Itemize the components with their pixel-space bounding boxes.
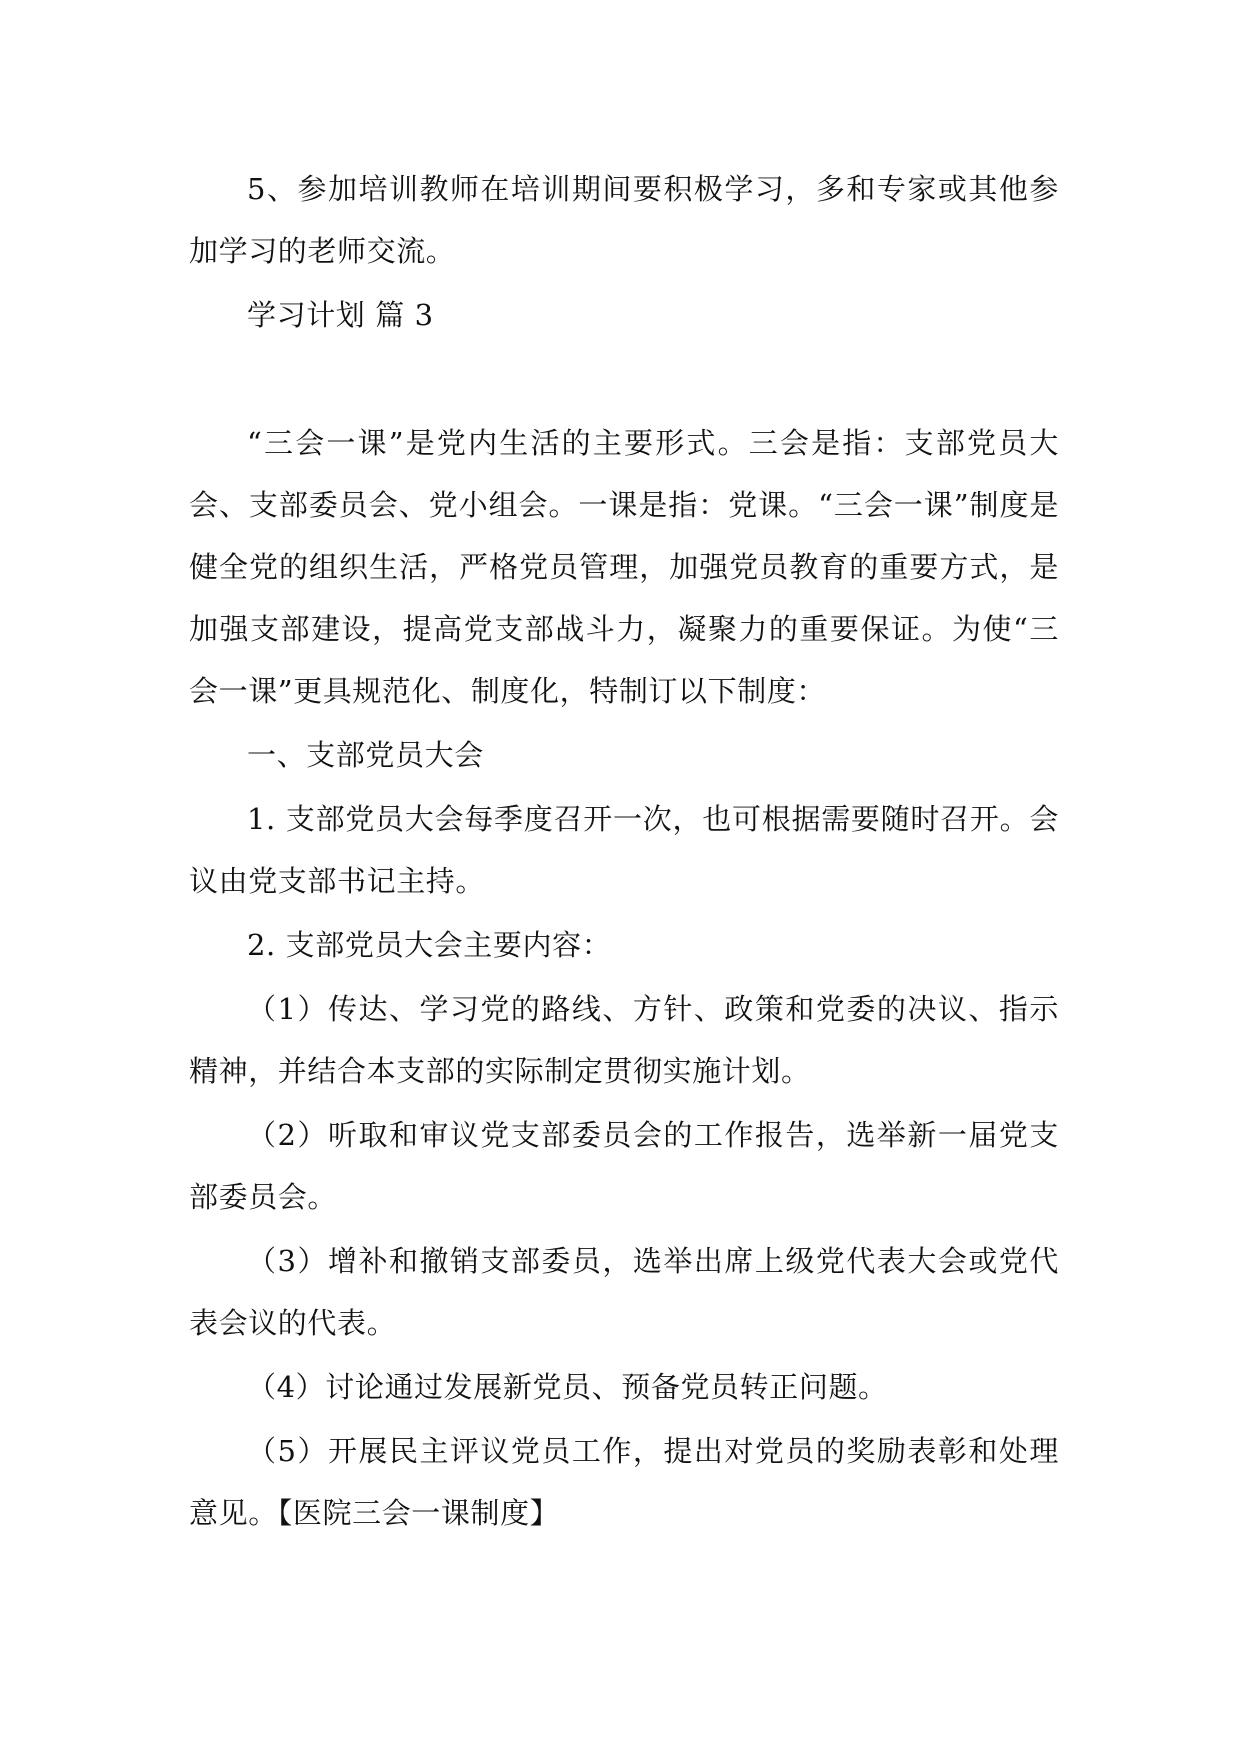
section-heading-branch-general-meeting: 一、支部党员大会	[247, 738, 484, 772]
paragraph-subitem-4: （4）讨论通过发展新党员、预备党员转正问题。	[247, 1370, 888, 1404]
paragraph-subitem-5: （5）开展民主评议党员工作，提出对党员的奖励表彰和处理意见。【医院三会一课制度】	[189, 1434, 1059, 1530]
document-body	[189, 158, 1059, 1546]
paragraph-subitem-2: （2）听取和审议党支部委员会的工作报告，选举新一届党支部委员会。	[189, 1118, 1059, 1214]
paragraph-subitem-3: （3）增补和撤销支部委员，选举出席上级党代表大会或党代表会议的代表。	[189, 1244, 1059, 1340]
paragraph-three-meetings-intro: “三会一课”是党内生活的主要形式。三会是指：支部党员大会、支部委员会、党小组会。一课是指：党课。“三会一课”制度是健全党的组织生活，严格党员管理，加强党员教育的重要方式，是加强支部建设，提高党支部战斗力，凝聚力的重要保证。为使“三会一课”更具规范化、制度化，特制订以下制度：	[189, 426, 1059, 708]
paragraph-subitem-1: （1）传达、学习党的路线、方针、政策和党委的决议、指示精神，并结合本支部的实际制定贯彻实施计划。	[189, 992, 1059, 1088]
paragraph-item-2: 2. 支部党员大会主要内容：	[247, 928, 612, 962]
section-heading-study-plan-3: 学习计划 篇 3	[247, 298, 434, 332]
paragraph-item-1: 1. 支部党员大会每季度召开一次，也可根据需要随时召开。会议由党支部书记主持。	[189, 802, 1059, 898]
paragraph-teacher-exchange: 5、参加培训教师在培训期间要积极学习，多和专家或其他参加学习的老师交流。	[189, 172, 1059, 268]
